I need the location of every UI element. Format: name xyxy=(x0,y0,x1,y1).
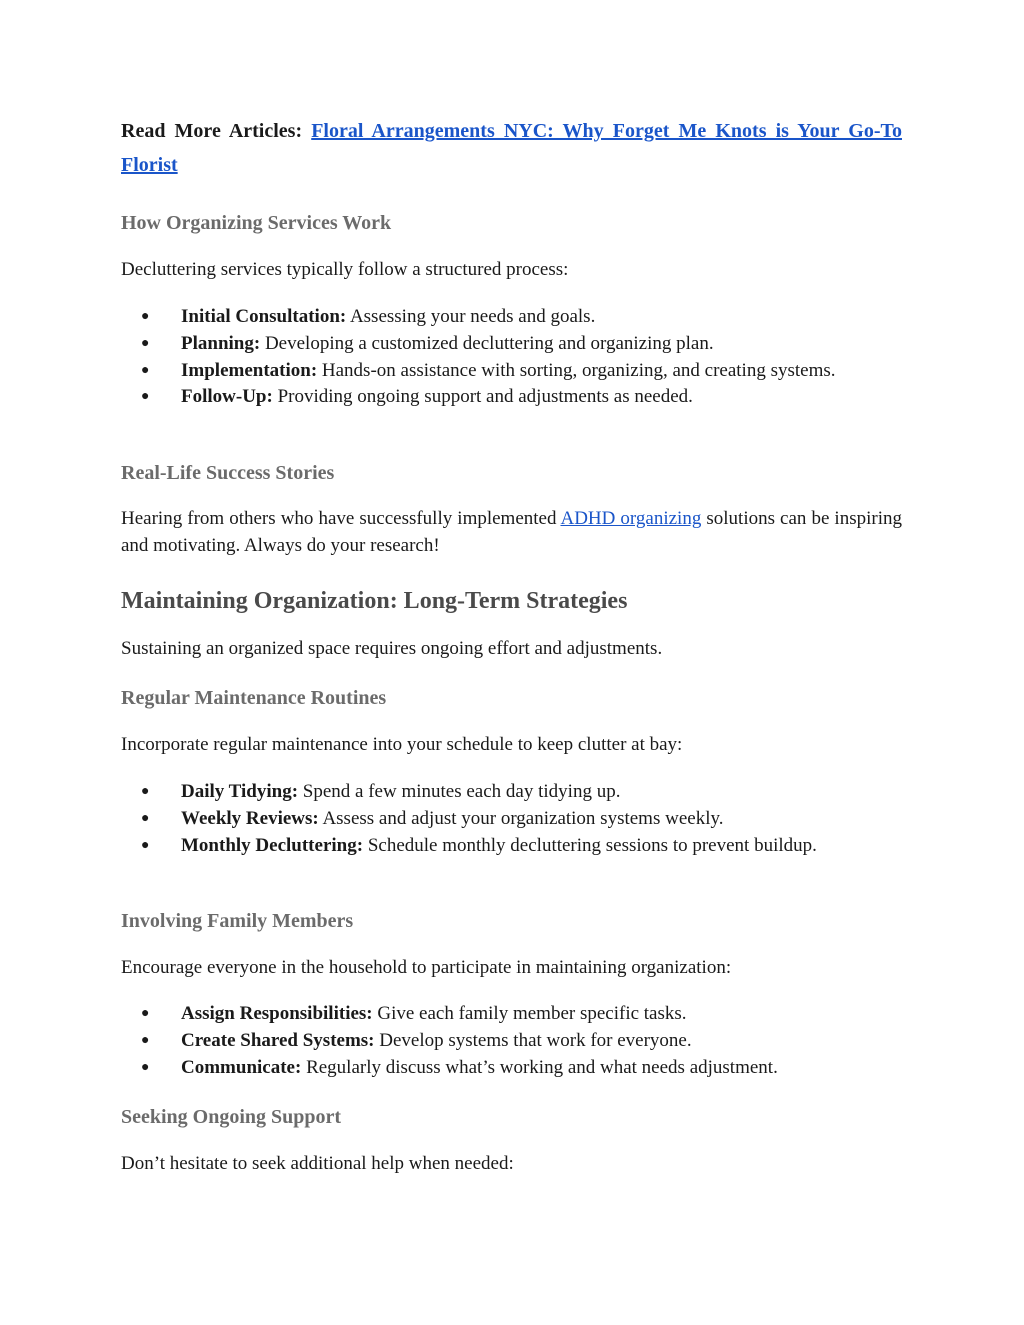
list-item xyxy=(121,331,902,358)
bullet-icon: ● xyxy=(141,1006,150,1021)
bullet-icon: ● xyxy=(141,309,150,324)
list-item-desc: Spend a few minutes each day tidying up. xyxy=(302,781,621,802)
heading-regular-maintenance-routines: Regular Maintenance Routines xyxy=(121,687,387,709)
list-item xyxy=(121,779,902,806)
list-item-term: Create Shared Systems: xyxy=(181,1029,375,1051)
list-item xyxy=(121,833,902,860)
paragraph-support-intro: Don’t hesitate to seek additional help when needed: xyxy=(121,1153,514,1174)
paragraph-text: Hearing from others who have successfully implemented xyxy=(121,508,557,529)
heading-seeking-ongoing-support: Seeking Ongoing Support xyxy=(121,1106,342,1128)
heading-maintaining-organization: Maintaining Organization: Long-Term Strategies xyxy=(121,588,628,614)
bullet-icon: ● xyxy=(141,784,150,799)
bullet-icon: ● xyxy=(141,810,150,826)
list-item-term: Communicate: xyxy=(181,1056,302,1078)
list-maintenance-routines xyxy=(121,779,902,859)
list-item xyxy=(121,384,902,411)
read-more-line xyxy=(121,114,902,182)
bullet-icon: ● xyxy=(141,335,150,351)
list-item-term: Weekly Reviews: xyxy=(181,807,319,829)
paragraph-text: solutions can be inspiring and motivating. Always do your research! xyxy=(121,508,902,556)
paragraph-success-stories xyxy=(121,506,902,559)
list-item-term: Daily Tidying: xyxy=(181,781,299,802)
adhd-organizing-link[interactable]: ADHD organizing xyxy=(560,508,702,529)
list-item-desc: Hands-on assistance with sorting, organizing, and creating systems. xyxy=(321,359,836,381)
list-item xyxy=(121,304,902,331)
paragraph-decluttering-intro: Decluttering services typically follow a structured process: xyxy=(121,259,569,280)
bullet-icon: ● xyxy=(141,837,150,853)
list-item-term: Monthly Decluttering: xyxy=(181,834,364,856)
read-more-label: Read More Articles: xyxy=(121,120,303,142)
list-item xyxy=(121,806,902,833)
bullet-icon: ● xyxy=(141,1059,150,1075)
bullet-icon: ● xyxy=(141,1032,150,1048)
paragraph-maintenance-intro: Incorporate regular maintenance into your schedule to keep clutter at bay: xyxy=(121,734,683,755)
list-item-term: Implementation: xyxy=(181,359,318,381)
list-organizing-process xyxy=(121,304,902,411)
heading-how-organizing-services-work: How Organizing Services Work xyxy=(121,212,392,234)
list-item-desc: Assessing your needs and goals. xyxy=(349,306,596,327)
list-item-desc: Develop systems that work for everyone. xyxy=(379,1029,692,1051)
list-item-desc: Developing a customized decluttering and organizing plan. xyxy=(264,332,714,354)
list-item xyxy=(121,1055,902,1082)
heading-involving-family-members: Involving Family Members xyxy=(121,910,354,932)
list-item-term: Assign Responsibilities: xyxy=(181,1003,373,1024)
list-item xyxy=(121,358,902,385)
list-item-term: Initial Consultation: xyxy=(181,306,347,327)
floral-arrangements-link[interactable]: Floral Arrangements NYC: Why Forget Me Knots is Your Go-To Florist xyxy=(121,120,902,176)
paragraph-sustaining-organized-space: Sustaining an organized space requires ongoing effort and adjustments. xyxy=(121,638,663,659)
list-item xyxy=(121,1028,902,1055)
list-item-desc: Give each family member specific tasks. xyxy=(377,1003,687,1024)
list-item-desc: Providing ongoing support and adjustments as needed. xyxy=(277,386,693,408)
list-item-desc: Assess and adjust your organization systems weekly. xyxy=(322,807,724,829)
bullet-icon: ● xyxy=(141,389,150,405)
paragraph-family-intro: Encourage everyone in the household to participate in maintaining organization: xyxy=(121,957,732,978)
list-item-term: Follow-Up: xyxy=(181,386,273,408)
list-item-desc: Schedule monthly decluttering sessions to prevent buildup. xyxy=(367,834,817,856)
list-family-involvement xyxy=(121,1001,902,1081)
list-item-desc: Regularly discuss what’s working and what needs adjustment. xyxy=(306,1056,778,1078)
list-item-term: Planning: xyxy=(181,332,261,354)
list-item xyxy=(121,1001,902,1028)
heading-real-life-success-stories: Real-Life Success Stories xyxy=(121,462,335,484)
bullet-icon: ● xyxy=(141,362,150,378)
